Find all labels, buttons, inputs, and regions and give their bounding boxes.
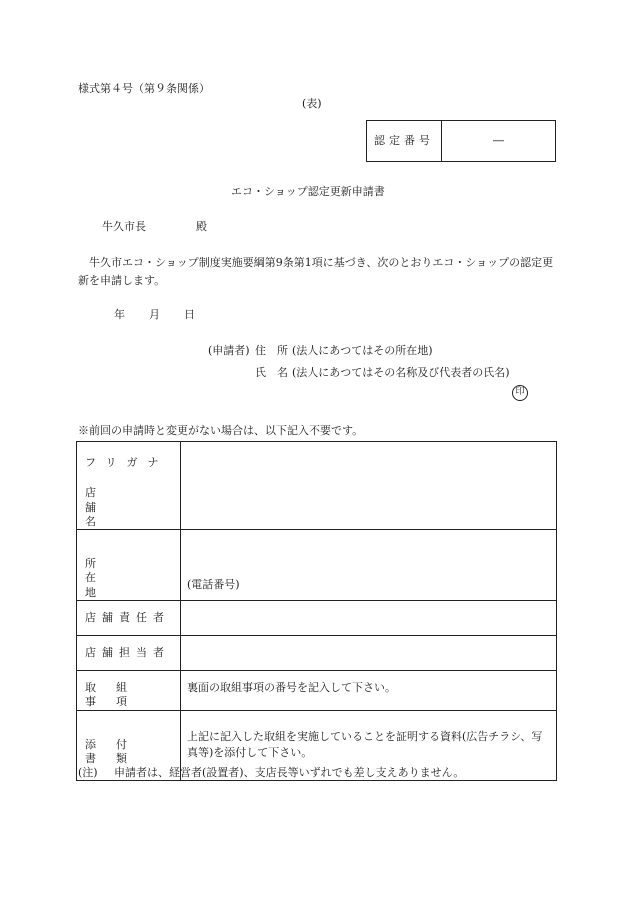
location-label-cell <box>77 530 181 601</box>
name-note: (法人にあつてはその名称及び代表者の氏名) <box>292 366 510 379</box>
footnote-marker: (注) <box>78 766 98 779</box>
footnote-text: 申請者は、経営者(設置者)、支店長等いずれでも差し支えありません。 <box>114 766 465 779</box>
phone-label: (電話番号) <box>187 577 240 591</box>
certification-value: ― <box>493 133 504 147</box>
staff-value-cell[interactable] <box>181 636 557 671</box>
manager-label-text: 店舗責任者 <box>85 611 170 625</box>
body-text: 牛久市エコ・ショップ制度実施要綱第9条第1項に基づき、次のとおりエコ・ショップの認定更新を申請します。 <box>78 256 554 287</box>
manager-label-cell <box>77 601 181 636</box>
store-name-value-cell[interactable] <box>181 442 557 530</box>
store-name-label <box>85 486 172 529</box>
table-row <box>77 530 557 601</box>
side-marker: (表) <box>302 97 322 110</box>
staff-label-cell <box>77 636 181 671</box>
address-label: 住 所 <box>255 344 288 357</box>
initiatives-label-cell <box>77 671 181 711</box>
date-year: 年 <box>114 308 125 321</box>
manager-value-cell[interactable] <box>181 601 557 636</box>
attachments-label <box>85 738 172 767</box>
manager-label <box>85 611 172 625</box>
location-label-text: 所在地 <box>85 557 130 599</box>
staff-label <box>85 646 172 660</box>
table-row <box>77 601 557 636</box>
certification-box <box>366 120 556 162</box>
location-value-cell[interactable] <box>181 530 557 601</box>
table-note: ※前回の申請時と変更がない場合は、以下記入不要です。 <box>78 424 364 437</box>
attachments-label-text: 添付書類 <box>85 737 147 765</box>
initiatives-label <box>85 681 172 710</box>
form-number: 様式第４号（第９条関係） <box>78 82 210 95</box>
certification-label: 認定番号 <box>367 121 442 161</box>
applicant-role: (申請者) <box>208 344 250 357</box>
furigana-label-text: フリガナ <box>85 456 169 469</box>
document-title: エコ・ショップ認定更新申請書 <box>231 185 385 198</box>
addressee-name: 牛久市長 <box>102 220 146 233</box>
location-label <box>85 557 172 600</box>
initiatives-label-text: 取組事項 <box>85 681 147 709</box>
address-note: (法人にあつてはその所在地) <box>292 344 433 357</box>
date-month: 月 <box>149 308 160 321</box>
seal-mark: 印 <box>512 385 528 401</box>
attachments-value: 上記に記入した取組を実施していることを証明する資料(広告チラシ、写真等)を添付して下さい。 <box>187 729 543 759</box>
store-name-label-cell <box>77 442 181 530</box>
store-name-label-text: 店舗名 <box>85 486 130 528</box>
table-row <box>77 442 557 530</box>
initiatives-value-cell[interactable] <box>181 671 557 711</box>
date-day: 日 <box>184 308 195 321</box>
name-label: 氏 名 <box>255 366 288 379</box>
initiatives-value: 裏面の取組事項の番号を記入して下さい。 <box>187 681 396 695</box>
furigana-label <box>85 456 172 470</box>
table-row <box>77 671 557 711</box>
addressee-honorific: 殿 <box>196 220 207 233</box>
info-table <box>76 441 557 781</box>
staff-label-text: 店舗担当者 <box>85 646 170 660</box>
table-row <box>77 636 557 671</box>
